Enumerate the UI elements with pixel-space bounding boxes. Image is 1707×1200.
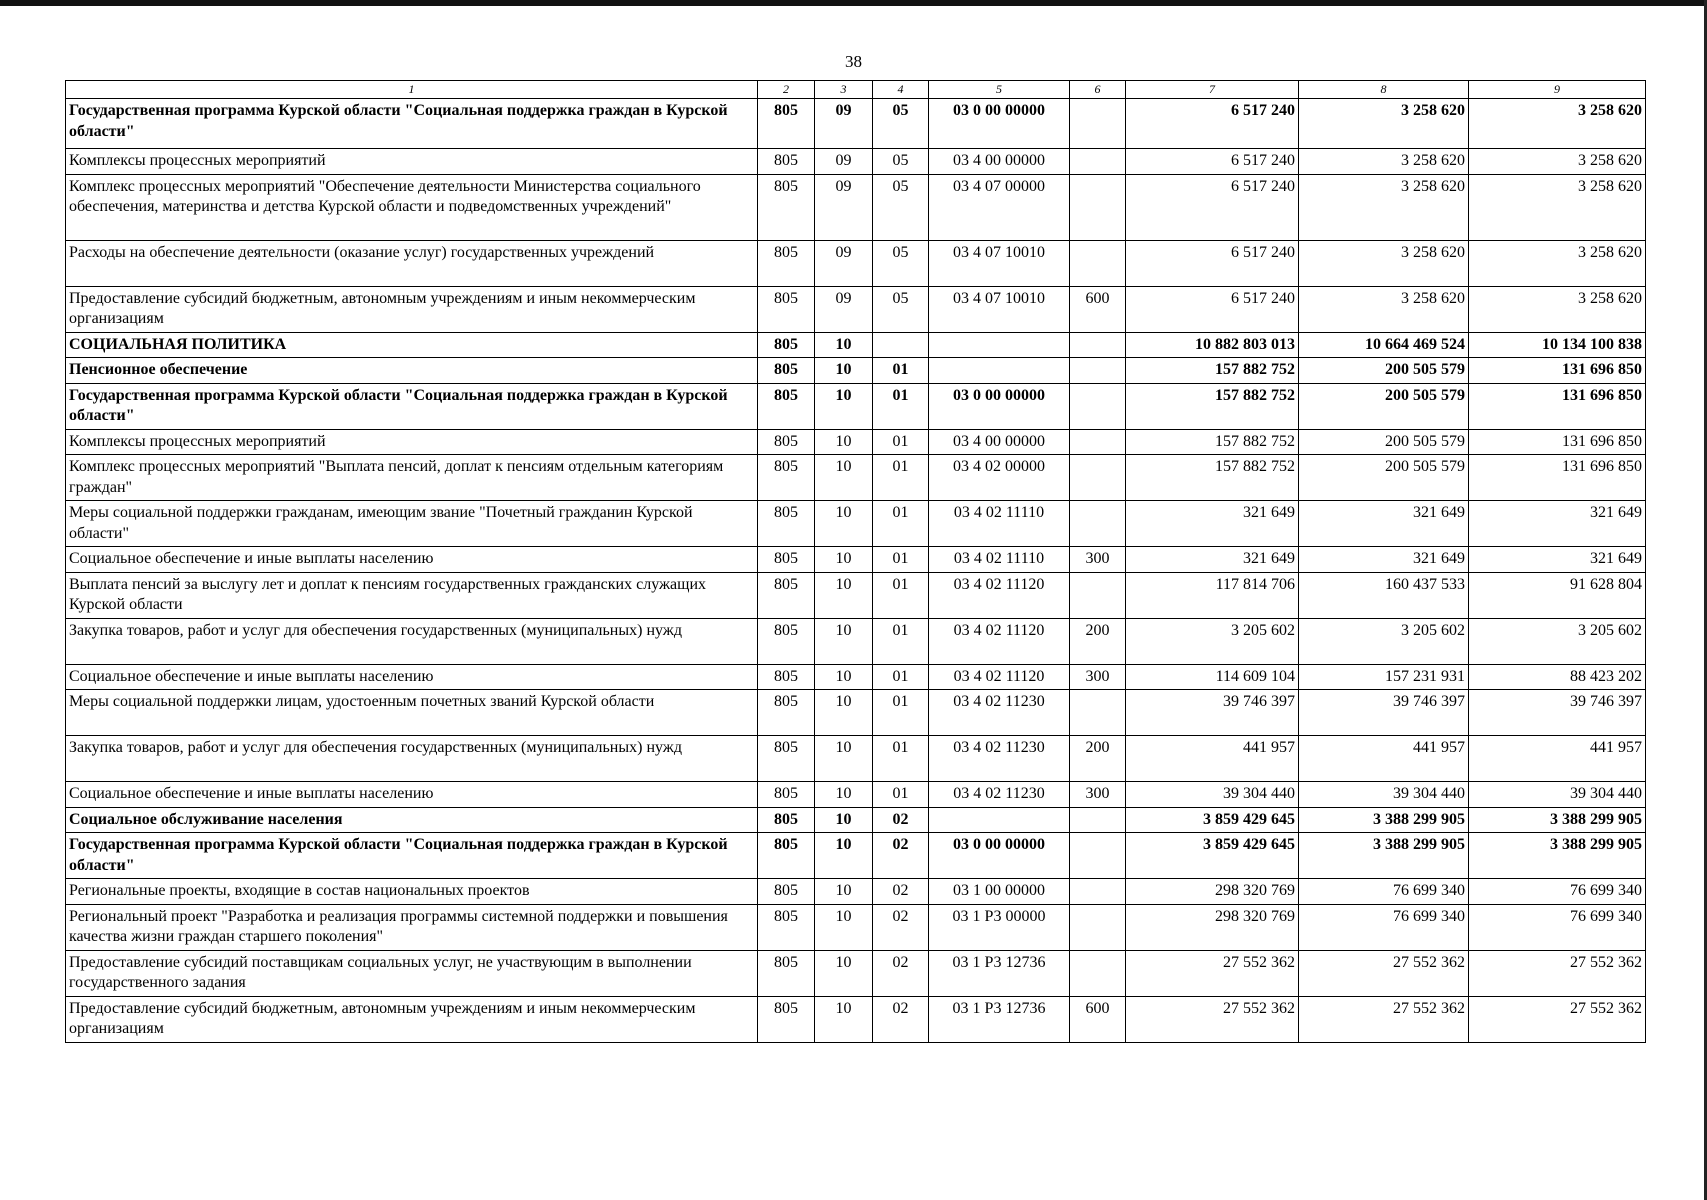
amount-year-3: 3 388 299 905 <box>1469 807 1646 832</box>
row-name: Меры социальной поддержки лицам, удостоенным почетных званий Курской области <box>66 690 758 736</box>
target-article-code: 03 4 02 11230 <box>929 782 1070 807</box>
ministry-code: 805 <box>758 332 815 357</box>
table-row <box>66 996 1646 1042</box>
amount-year-3: 88 423 202 <box>1469 664 1646 689</box>
amount-year-3: 91 628 804 <box>1469 572 1646 618</box>
section-code: 09 <box>815 149 873 174</box>
table-row <box>66 174 1646 240</box>
amount-year-2: 3 205 602 <box>1299 618 1469 664</box>
table-row <box>66 833 1646 879</box>
amount-year-1: 114 609 104 <box>1126 664 1299 689</box>
amount-year-1: 39 746 397 <box>1126 690 1299 736</box>
target-article-code: 03 1 P3 00000 <box>929 904 1070 950</box>
subsection-code: 01 <box>873 572 929 618</box>
ministry-code: 805 <box>758 455 815 501</box>
amount-year-2: 10 664 469 524 <box>1299 332 1469 357</box>
target-article-code: 03 0 00 00000 <box>929 833 1070 879</box>
row-name: Государственная программа Курской области "Социальная поддержка граждан в Курской области" <box>66 99 758 149</box>
subsection-code: 01 <box>873 358 929 383</box>
amount-year-1: 321 649 <box>1126 547 1299 572</box>
target-article-code: 03 4 00 00000 <box>929 149 1070 174</box>
amount-year-1: 157 882 752 <box>1126 358 1299 383</box>
amount-year-3: 3 258 620 <box>1469 149 1646 174</box>
target-article-code <box>929 358 1070 383</box>
ministry-code: 805 <box>758 996 815 1042</box>
subsection-code: 01 <box>873 664 929 689</box>
subsection-code <box>873 332 929 357</box>
amount-year-3: 3 258 620 <box>1469 174 1646 240</box>
target-article-code: 03 1 00 00000 <box>929 879 1070 904</box>
ministry-code: 805 <box>758 149 815 174</box>
table-row <box>66 879 1646 904</box>
expense-type-code <box>1070 99 1126 149</box>
row-name: Закупка товаров, работ и услуг для обеспечения государственных (муниципальных) нужд <box>66 618 758 664</box>
expense-type-code <box>1070 332 1126 357</box>
target-article-code: 03 1 P3 12736 <box>929 950 1070 996</box>
row-name: Социальное обеспечение и иные выплаты населению <box>66 664 758 689</box>
amount-year-2: 200 505 579 <box>1299 455 1469 501</box>
column-number: 9 <box>1469 81 1646 99</box>
expense-type-code <box>1070 904 1126 950</box>
amount-year-1: 3 205 602 <box>1126 618 1299 664</box>
amount-year-1: 441 957 <box>1126 736 1299 782</box>
target-article-code: 03 4 02 11120 <box>929 618 1070 664</box>
expense-type-code <box>1070 572 1126 618</box>
subsection-code: 05 <box>873 286 929 332</box>
amount-year-1: 321 649 <box>1126 501 1299 547</box>
section-code: 10 <box>815 358 873 383</box>
section-code: 10 <box>815 429 873 454</box>
expense-type-code: 300 <box>1070 547 1126 572</box>
subsection-code: 01 <box>873 690 929 736</box>
section-code: 10 <box>815 455 873 501</box>
amount-year-3: 131 696 850 <box>1469 455 1646 501</box>
row-name: Предоставление субсидий поставщикам социальных услуг, не участвующим в выполнении государственного задания <box>66 950 758 996</box>
row-name: Расходы на обеспечение деятельности (оказание услуг) государственных учреждений <box>66 240 758 286</box>
column-number: 6 <box>1070 81 1126 99</box>
amount-year-2: 3 258 620 <box>1299 174 1469 240</box>
ministry-code: 805 <box>758 429 815 454</box>
subsection-code: 01 <box>873 547 929 572</box>
section-code: 10 <box>815 879 873 904</box>
subsection-code: 02 <box>873 879 929 904</box>
amount-year-1: 27 552 362 <box>1126 950 1299 996</box>
row-name: Региональный проект "Разработка и реализация программы системной поддержки и повышения качества жизни граждан старшего поколения" <box>66 904 758 950</box>
section-code: 10 <box>815 736 873 782</box>
amount-year-2: 200 505 579 <box>1299 429 1469 454</box>
amount-year-3: 39 304 440 <box>1469 782 1646 807</box>
expense-type-code <box>1070 950 1126 996</box>
row-name: Закупка товаров, работ и услуг для обеспечения государственных (муниципальных) нужд <box>66 736 758 782</box>
amount-year-3: 76 699 340 <box>1469 879 1646 904</box>
subsection-code: 05 <box>873 174 929 240</box>
subsection-code: 01 <box>873 383 929 429</box>
table-row <box>66 904 1646 950</box>
expense-type-code: 600 <box>1070 996 1126 1042</box>
expense-type-code <box>1070 690 1126 736</box>
ministry-code: 805 <box>758 501 815 547</box>
section-code: 10 <box>815 950 873 996</box>
expense-type-code <box>1070 807 1126 832</box>
target-article-code: 03 0 00 00000 <box>929 99 1070 149</box>
subsection-code: 05 <box>873 240 929 286</box>
table-row <box>66 618 1646 664</box>
table-row <box>66 383 1646 429</box>
target-article-code: 03 4 07 10010 <box>929 240 1070 286</box>
amount-year-2: 39 746 397 <box>1299 690 1469 736</box>
section-code: 09 <box>815 240 873 286</box>
table-row <box>66 782 1646 807</box>
target-article-code: 03 1 P3 12736 <box>929 996 1070 1042</box>
row-name: Социальное обеспечение и иные выплаты населению <box>66 782 758 807</box>
amount-year-3: 76 699 340 <box>1469 904 1646 950</box>
row-name: Государственная программа Курской области "Социальная поддержка граждан в Курской области" <box>66 383 758 429</box>
subsection-code: 05 <box>873 99 929 149</box>
table-row <box>66 807 1646 832</box>
row-name: Выплата пенсий за выслугу лет и доплат к пенсиям государственных гражданских служащих Курской области <box>66 572 758 618</box>
row-name: Предоставление субсидий бюджетным, автономным учреждениям и иным некоммерческим организациям <box>66 286 758 332</box>
expense-type-code <box>1070 833 1126 879</box>
section-code: 10 <box>815 807 873 832</box>
amount-year-2: 3 258 620 <box>1299 286 1469 332</box>
target-article-code <box>929 332 1070 357</box>
target-article-code: 03 4 02 11110 <box>929 501 1070 547</box>
section-code: 10 <box>815 664 873 689</box>
amount-year-2: 27 552 362 <box>1299 996 1469 1042</box>
amount-year-3: 321 649 <box>1469 547 1646 572</box>
target-article-code: 03 0 00 00000 <box>929 383 1070 429</box>
expense-type-code: 200 <box>1070 618 1126 664</box>
expense-type-code <box>1070 149 1126 174</box>
amount-year-1: 3 859 429 645 <box>1126 807 1299 832</box>
expense-type-code <box>1070 501 1126 547</box>
amount-year-1: 6 517 240 <box>1126 174 1299 240</box>
row-name: Социальное обеспечение и иные выплаты населению <box>66 547 758 572</box>
ministry-code: 805 <box>758 807 815 832</box>
amount-year-1: 117 814 706 <box>1126 572 1299 618</box>
row-name: Пенсионное обеспечение <box>66 358 758 383</box>
table-row <box>66 664 1646 689</box>
ministry-code: 805 <box>758 174 815 240</box>
amount-year-1: 6 517 240 <box>1126 149 1299 174</box>
amount-year-2: 3 258 620 <box>1299 240 1469 286</box>
section-code: 09 <box>815 286 873 332</box>
row-name: Комплекс процессных мероприятий "Выплата пенсий, доплат к пенсиям отдельным категориям граждан" <box>66 455 758 501</box>
target-article-code: 03 4 02 11230 <box>929 690 1070 736</box>
table-row <box>66 572 1646 618</box>
subsection-code: 02 <box>873 807 929 832</box>
amount-year-2: 3 258 620 <box>1299 149 1469 174</box>
amount-year-2: 200 505 579 <box>1299 383 1469 429</box>
subsection-code: 05 <box>873 149 929 174</box>
target-article-code: 03 4 02 11120 <box>929 572 1070 618</box>
amount-year-3: 441 957 <box>1469 736 1646 782</box>
section-code: 09 <box>815 174 873 240</box>
amount-year-1: 157 882 752 <box>1126 429 1299 454</box>
expense-type-code <box>1070 240 1126 286</box>
row-name: Комплекс процессных мероприятий "Обеспечение деятельности Министерства социального обеспечения, материнства и детства Курской области и подведомственных учреждений" <box>66 174 758 240</box>
target-article-code <box>929 807 1070 832</box>
ministry-code: 805 <box>758 736 815 782</box>
subsection-code: 02 <box>873 833 929 879</box>
expense-type-code: 300 <box>1070 664 1126 689</box>
section-code: 10 <box>815 547 873 572</box>
target-article-code: 03 4 02 11110 <box>929 547 1070 572</box>
budget-table <box>65 80 1646 1043</box>
subsection-code: 02 <box>873 950 929 996</box>
row-name: Региональные проекты, входящие в состав национальных проектов <box>66 879 758 904</box>
table-row <box>66 240 1646 286</box>
table-row <box>66 690 1646 736</box>
ministry-code: 805 <box>758 572 815 618</box>
amount-year-1: 3 859 429 645 <box>1126 833 1299 879</box>
target-article-code: 03 4 02 00000 <box>929 455 1070 501</box>
column-number: 2 <box>758 81 815 99</box>
subsection-code: 01 <box>873 429 929 454</box>
ministry-code: 805 <box>758 240 815 286</box>
row-name: Комплексы процессных мероприятий <box>66 429 758 454</box>
subsection-code: 01 <box>873 782 929 807</box>
section-code: 10 <box>815 572 873 618</box>
target-article-code: 03 4 07 10010 <box>929 286 1070 332</box>
table-row <box>66 149 1646 174</box>
ministry-code: 805 <box>758 904 815 950</box>
expense-type-code <box>1070 455 1126 501</box>
section-code: 09 <box>815 99 873 149</box>
amount-year-3: 3 388 299 905 <box>1469 833 1646 879</box>
column-number: 5 <box>929 81 1070 99</box>
ministry-code: 805 <box>758 547 815 572</box>
row-name: Меры социальной поддержки гражданам, имеющим звание "Почетный гражданин Курской области" <box>66 501 758 547</box>
amount-year-1: 39 304 440 <box>1126 782 1299 807</box>
scan-edge-top <box>0 0 1707 6</box>
table-row <box>66 736 1646 782</box>
expense-type-code: 300 <box>1070 782 1126 807</box>
amount-year-1: 157 882 752 <box>1126 383 1299 429</box>
target-article-code: 03 4 02 11230 <box>929 736 1070 782</box>
amount-year-2: 3 258 620 <box>1299 99 1469 149</box>
amount-year-1: 6 517 240 <box>1126 286 1299 332</box>
section-code: 10 <box>815 501 873 547</box>
expense-type-code: 200 <box>1070 736 1126 782</box>
table-row <box>66 358 1646 383</box>
expense-type-code <box>1070 429 1126 454</box>
section-code: 10 <box>815 904 873 950</box>
section-code: 10 <box>815 996 873 1042</box>
amount-year-2: 39 304 440 <box>1299 782 1469 807</box>
amount-year-1: 298 320 769 <box>1126 879 1299 904</box>
ministry-code: 805 <box>758 664 815 689</box>
amount-year-3: 3 205 602 <box>1469 618 1646 664</box>
amount-year-1: 157 882 752 <box>1126 455 1299 501</box>
table-row <box>66 501 1646 547</box>
target-article-code: 03 4 02 11120 <box>929 664 1070 689</box>
section-code: 10 <box>815 332 873 357</box>
table-row <box>66 286 1646 332</box>
section-code: 10 <box>815 690 873 736</box>
amount-year-1: 6 517 240 <box>1126 99 1299 149</box>
amount-year-3: 3 258 620 <box>1469 99 1646 149</box>
ministry-code: 805 <box>758 690 815 736</box>
amount-year-2: 76 699 340 <box>1299 904 1469 950</box>
ministry-code: 805 <box>758 383 815 429</box>
table-row <box>66 332 1646 357</box>
column-number: 1 <box>66 81 758 99</box>
row-name: Предоставление субсидий бюджетным, автономным учреждениям и иным некоммерческим организациям <box>66 996 758 1042</box>
row-name: Социальное обслуживание населения <box>66 807 758 832</box>
expense-type-code: 600 <box>1070 286 1126 332</box>
amount-year-2: 157 231 931 <box>1299 664 1469 689</box>
table-row <box>66 455 1646 501</box>
subsection-code: 02 <box>873 996 929 1042</box>
amount-year-2: 3 388 299 905 <box>1299 807 1469 832</box>
column-number: 7 <box>1126 81 1299 99</box>
column-number: 4 <box>873 81 929 99</box>
subsection-code: 01 <box>873 455 929 501</box>
amount-year-3: 131 696 850 <box>1469 358 1646 383</box>
amount-year-3: 3 258 620 <box>1469 240 1646 286</box>
ministry-code: 805 <box>758 879 815 904</box>
expense-type-code <box>1070 358 1126 383</box>
expense-type-code <box>1070 879 1126 904</box>
ministry-code: 805 <box>758 950 815 996</box>
amount-year-1: 298 320 769 <box>1126 904 1299 950</box>
amount-year-3: 10 134 100 838 <box>1469 332 1646 357</box>
amount-year-3: 321 649 <box>1469 501 1646 547</box>
row-name: Государственная программа Курской области "Социальная поддержка граждан в Курской области" <box>66 833 758 879</box>
ministry-code: 805 <box>758 286 815 332</box>
subsection-code: 01 <box>873 618 929 664</box>
amount-year-2: 321 649 <box>1299 501 1469 547</box>
section-code: 10 <box>815 833 873 879</box>
amount-year-2: 27 552 362 <box>1299 950 1469 996</box>
subsection-code: 01 <box>873 501 929 547</box>
target-article-code: 03 4 07 00000 <box>929 174 1070 240</box>
table-row <box>66 547 1646 572</box>
column-number-row <box>66 81 1646 99</box>
amount-year-2: 321 649 <box>1299 547 1469 572</box>
row-name: СОЦИАЛЬНАЯ ПОЛИТИКА <box>66 332 758 357</box>
ministry-code: 805 <box>758 618 815 664</box>
ministry-code: 805 <box>758 833 815 879</box>
amount-year-1: 6 517 240 <box>1126 240 1299 286</box>
section-code: 10 <box>815 618 873 664</box>
ministry-code: 805 <box>758 782 815 807</box>
amount-year-1: 27 552 362 <box>1126 996 1299 1042</box>
column-number: 8 <box>1299 81 1469 99</box>
amount-year-3: 131 696 850 <box>1469 383 1646 429</box>
ministry-code: 805 <box>758 358 815 383</box>
expense-type-code <box>1070 383 1126 429</box>
amount-year-2: 160 437 533 <box>1299 572 1469 618</box>
budget-table-body <box>66 99 1646 1042</box>
row-name: Комплексы процессных мероприятий <box>66 149 758 174</box>
page-number: 38 <box>845 52 862 71</box>
section-code: 10 <box>815 782 873 807</box>
amount-year-3: 27 552 362 <box>1469 996 1646 1042</box>
subsection-code: 01 <box>873 736 929 782</box>
target-article-code: 03 4 00 00000 <box>929 429 1070 454</box>
amount-year-3: 3 258 620 <box>1469 286 1646 332</box>
table-row <box>66 429 1646 454</box>
amount-year-3: 27 552 362 <box>1469 950 1646 996</box>
amount-year-2: 200 505 579 <box>1299 358 1469 383</box>
section-code: 10 <box>815 383 873 429</box>
amount-year-1: 10 882 803 013 <box>1126 332 1299 357</box>
table-row <box>66 950 1646 996</box>
amount-year-3: 39 746 397 <box>1469 690 1646 736</box>
amount-year-2: 76 699 340 <box>1299 879 1469 904</box>
subsection-code: 02 <box>873 904 929 950</box>
amount-year-2: 3 388 299 905 <box>1299 833 1469 879</box>
amount-year-3: 131 696 850 <box>1469 429 1646 454</box>
table-row <box>66 99 1646 149</box>
expense-type-code <box>1070 174 1126 240</box>
column-number: 3 <box>815 81 873 99</box>
amount-year-2: 441 957 <box>1299 736 1469 782</box>
ministry-code: 805 <box>758 99 815 149</box>
